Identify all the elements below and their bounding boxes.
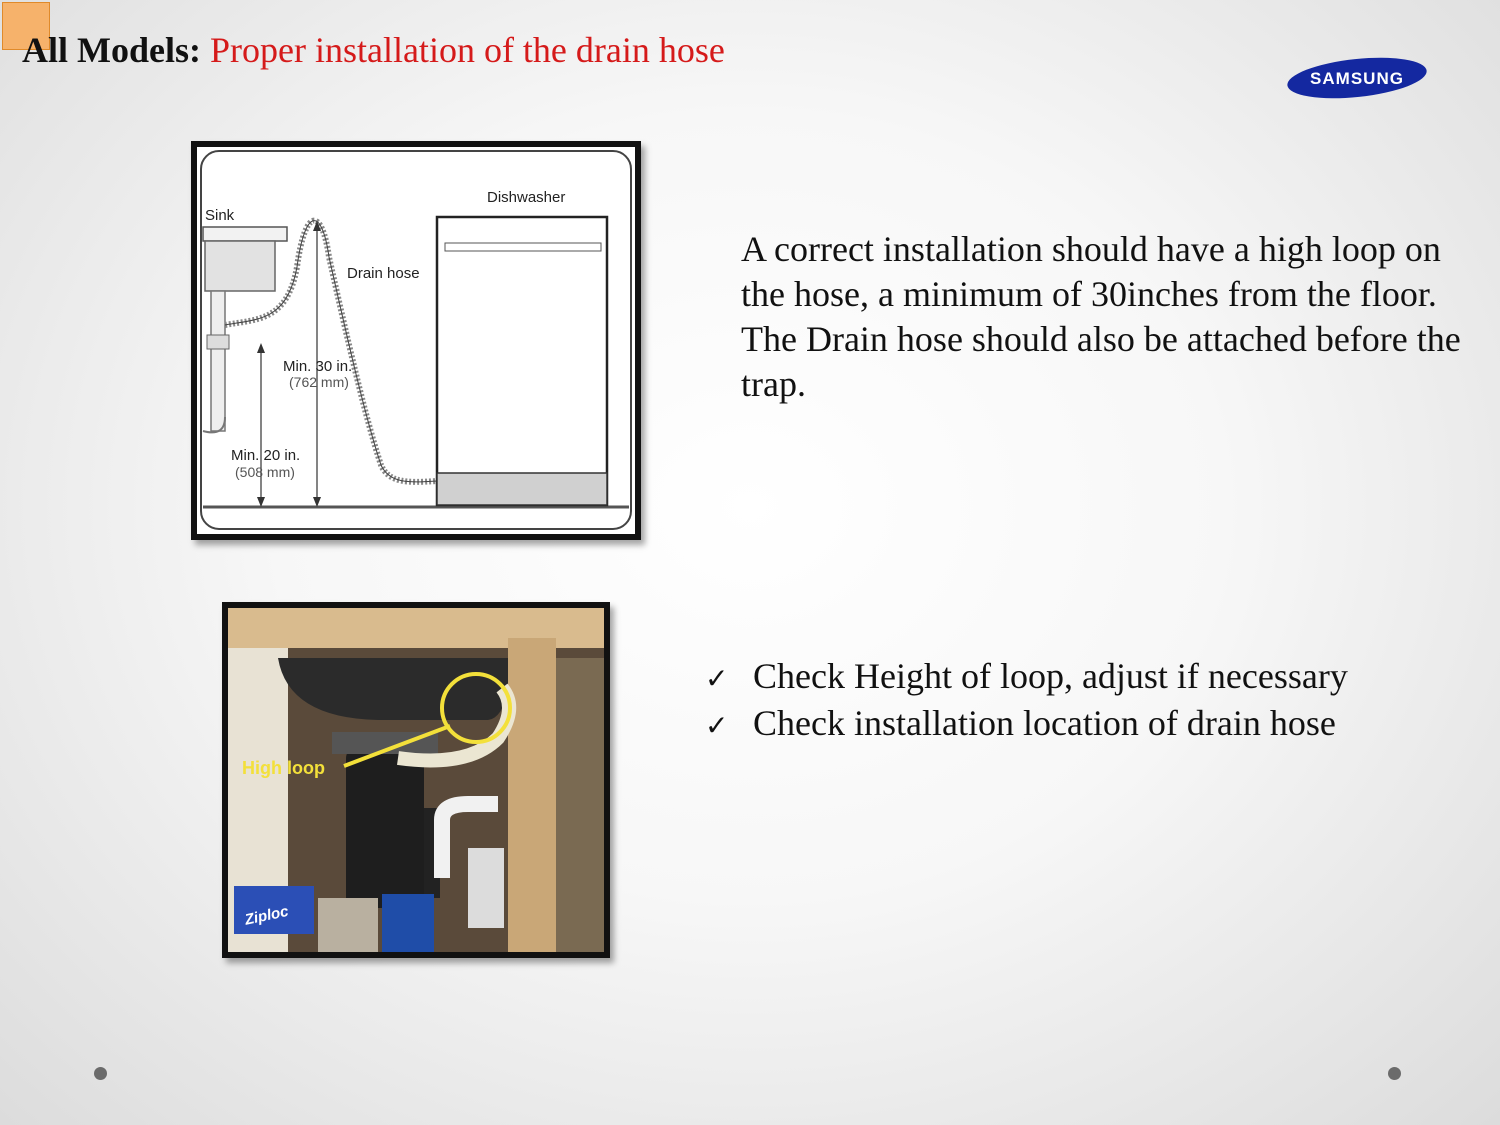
check-item: [705, 701, 1348, 748]
title-rest: Proper installation of the drain hose: [209, 30, 725, 70]
checkmark-icon: ✓: [705, 662, 729, 695]
min-20-mm: (508 mm): [235, 464, 295, 480]
checkmark-icon: ✓: [705, 709, 729, 742]
ziploc-box-label: Ziploc: [243, 902, 291, 929]
drain-hose-diagram: [191, 141, 641, 540]
check-item-text: Check installation location of drain hose: [753, 703, 1336, 743]
min-30-mm: (762 mm): [289, 374, 349, 390]
high-loop-label: High loop: [242, 758, 325, 778]
check-item: [705, 654, 1348, 701]
check-item-text: Check Height of loop, adjust if necessary: [753, 656, 1348, 696]
min-30-label: Min. 30 in.: [283, 358, 353, 375]
drain-hose-label: Drain hose: [347, 265, 420, 282]
slide-dot-right: [1388, 1067, 1401, 1080]
title-lead: All Models:: [22, 30, 201, 70]
samsung-logo: [1286, 54, 1428, 102]
slide-dot-left: [94, 1067, 107, 1080]
slide-title: [22, 28, 725, 72]
logo-text: SAMSUNG: [1310, 69, 1404, 88]
min-20-label: Min. 20 in.: [231, 447, 301, 464]
sink-label: Sink: [205, 207, 235, 224]
dishwasher-label: Dishwasher: [487, 189, 566, 206]
checklist: [705, 654, 1348, 748]
under-sink-photo: [222, 602, 610, 958]
installation-paragraph: A correct installation should have a high loop on the hose, a minimum of 30inches from the floor. The Drain hose should also be attached before the trap.: [741, 229, 1461, 404]
